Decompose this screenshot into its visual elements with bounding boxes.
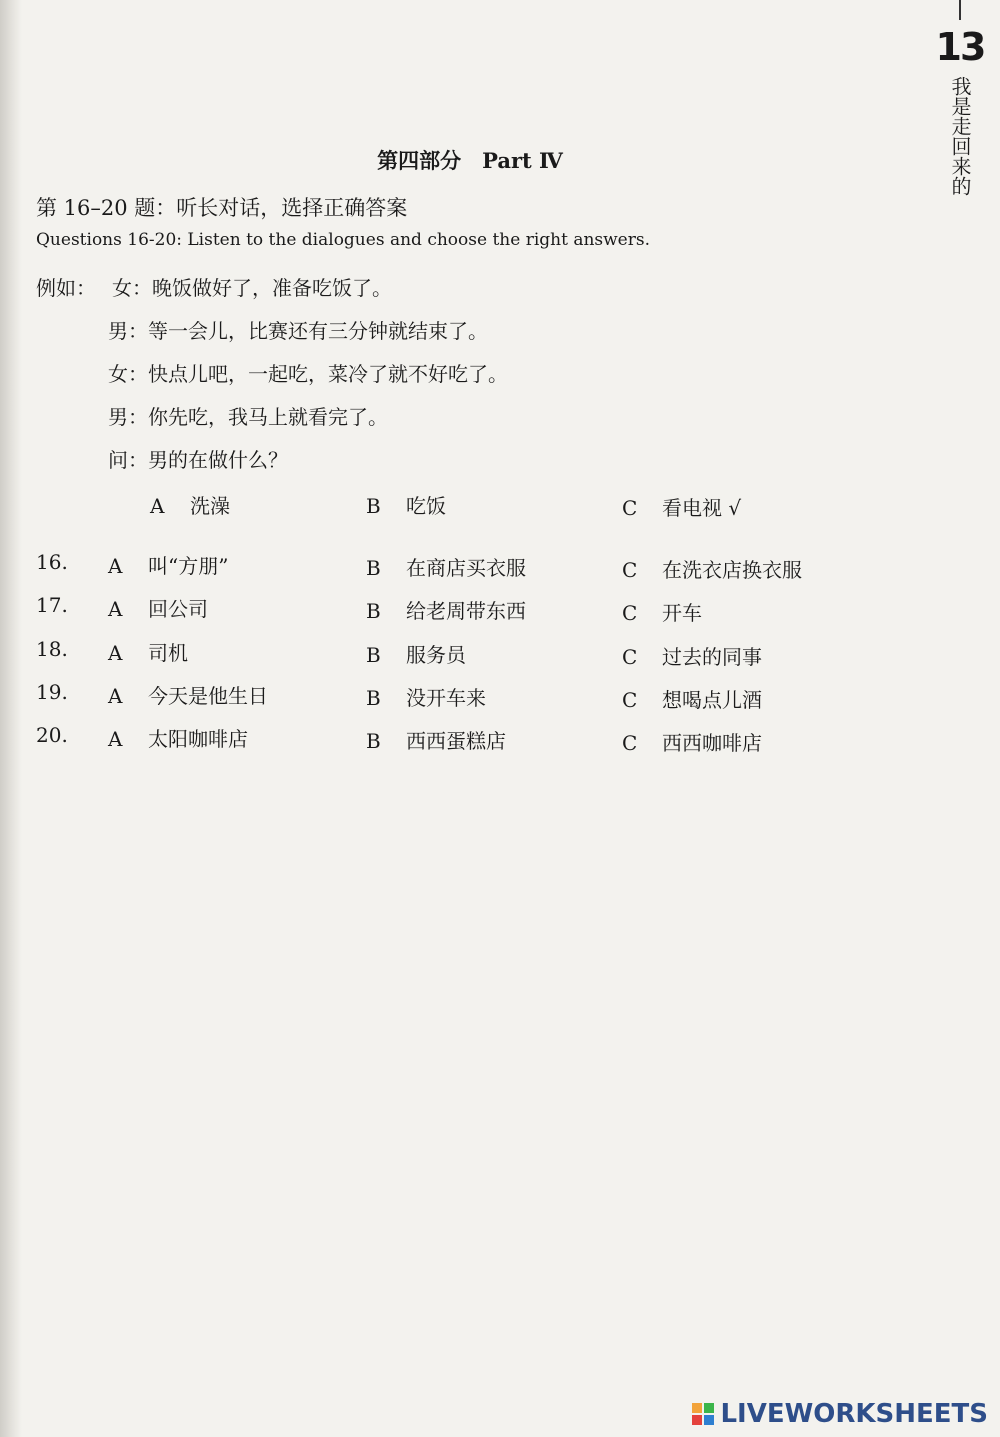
- option-c[interactable]: C 想喝点儿酒: [622, 688, 762, 712]
- option-a[interactable]: A 回公司: [108, 597, 208, 621]
- instructions-english: Questions 16-20: Listen to the dialogues and choose the right answers.: [36, 230, 650, 250]
- example-line: 女：晚饭做好了，准备吃饭了。: [112, 276, 392, 300]
- option-b[interactable]: B 没开车来: [366, 686, 486, 710]
- option-b[interactable]: B 服务员: [366, 643, 466, 667]
- question-number: 16.: [36, 550, 68, 574]
- option-c[interactable]: C 西西咖啡店: [622, 731, 762, 755]
- question-number: 18.: [36, 637, 68, 661]
- option-c[interactable]: C 在洗衣店换衣服: [622, 558, 802, 582]
- part-title: 第四部分 Part Ⅳ: [377, 148, 563, 173]
- footer-brand: LIVEWORKSHEETS: [720, 1399, 988, 1429]
- option-c[interactable]: C 开车: [622, 601, 702, 625]
- example-option-b: B 吃饭: [366, 494, 446, 518]
- option-a[interactable]: A 叫“方朋”: [108, 554, 229, 578]
- liveworksheets-logo-icon: [692, 1403, 714, 1425]
- option-c[interactable]: C 过去的同事: [622, 645, 762, 669]
- example-line: 女：快点儿吧，一起吃，菜冷了就不好吃了。: [108, 362, 508, 386]
- option-a[interactable]: A 司机: [108, 641, 188, 665]
- option-b[interactable]: B 给老周带东西: [366, 599, 526, 623]
- chapter-title: 我是走回来的: [948, 76, 972, 196]
- chapter-number: 13: [935, 25, 985, 69]
- option-a[interactable]: A 今天是他生日: [108, 684, 268, 708]
- question-number: 20.: [36, 723, 68, 747]
- book-spine-shadow: [0, 0, 22, 1437]
- example-option-a: A 洗澡: [150, 494, 230, 518]
- instructions-chinese: 第 16–20 题：听长对话，选择正确答案: [36, 196, 408, 220]
- example-label: 例如：: [36, 276, 96, 300]
- example-option-c: C 看电视 √: [622, 496, 742, 520]
- option-a[interactable]: A 太阳咖啡店: [108, 727, 248, 751]
- option-b[interactable]: B 在商店买衣服: [366, 556, 526, 580]
- example-line: 问：男的在做什么？: [108, 448, 288, 472]
- option-b[interactable]: B 西西蛋糕店: [366, 729, 506, 753]
- question-number: 17.: [36, 593, 68, 617]
- liveworksheets-footer: [692, 1399, 988, 1429]
- chapter-tick: [959, 0, 961, 20]
- question-number: 19.: [36, 680, 68, 704]
- example-line: 男：你先吃，我马上就看完了。: [108, 405, 388, 429]
- example-line: 男：等一会儿，比赛还有三分钟就结束了。: [108, 319, 488, 343]
